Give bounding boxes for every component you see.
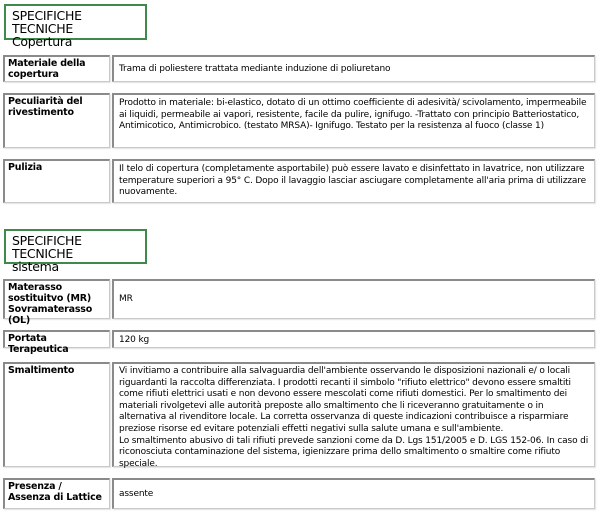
spec-row-materiale [3, 55, 595, 82]
section-title: SPECIFICHE TECNICHE [12, 8, 82, 36]
section-subtitle: Copertura [12, 34, 73, 49]
spec-row-materasso [3, 279, 595, 326]
spec-row-smaltimento [3, 362, 595, 467]
spec-label: Pulizia [3, 159, 110, 203]
spec-value: Trama di poliestere trattata mediante induzione di poliuretano [112, 55, 595, 82]
spec-row-portata [3, 330, 595, 355]
spec-label: Presenza / Assenza di Lattice [3, 478, 110, 509]
spec-row-peculiarita [3, 93, 595, 148]
spec-label: Portata Terapeutica [3, 330, 110, 348]
section-subtitle: sistema [12, 259, 59, 274]
section-heading-sistema [4, 229, 147, 274]
spec-value [112, 362, 595, 467]
section-title: SPECIFICHE TECNICHE [12, 233, 82, 261]
spec-value: assente [112, 478, 595, 509]
spec-value: Prodotto in materiale: bi-elastico, dotato di un ottimo coefficiente di adesività/ scivolamento, impermeabile ai liquidi, permeabile ai vapori, resistente, facile da pulire, ignifugo. -Trattato con principio Batteriostatico, Antimicotico, Antimicrobico. (testato MRSA)- Ignifugo. Testato per la resistenza al fuoco (classe 1) [112, 93, 595, 148]
spec-value: Il telo di copertura (completamente asportabile) può essere lavato e disinfettato in lavatrice, non utilizzare temperature superiori a 95° C. Dopo il lavaggio lasciar asciugare completamente all'aria prima di utilizzare nuovamente. [112, 159, 595, 203]
spec-row-lattice [3, 478, 595, 509]
smaltimento-paragraph-1: Vi invitiamo a contribuire alla salvaguardia dell'ambiente osservando le disposizioni nazionali e/ o locali riguardanti la raccolta differenziata. I prodotti recanti il simbolo "rifiuto elettrico" devono essere smaltiti come rifiuti elettrici usati e non devono essere mescolati come rifiuti domestici. Per lo smaltimento dei materiali rivolgetevi alle autorità preposte allo smaltimento che li riceveranno gratuitamente o in alternativa al rivenditore locale. La corretta osservanza di queste indicazioni contribuisce a risparmiare preziose risorse ed evitare potenziali effetti negativi sulla salute umana e sull'ambiente. [119, 366, 571, 434]
section-heading-copertura [4, 4, 147, 49]
spec-label: Peculiarità del rivestimento [3, 93, 110, 148]
spec-value: 120 kg [112, 330, 595, 348]
spec-row-pulizia [3, 159, 595, 203]
smaltimento-paragraph-2: Lo smaltimento abusivo di tali rifiuti prevede sanzioni come da D. Lgs 151/2005 e D. LGS 152-06. In caso di riconosciuta contaminazione del sistema, igienizzare prima dello smaltimento o smaltire come rifiuto speciale. [119, 435, 589, 469]
spec-label: Smaltimento [3, 362, 110, 467]
spec-value: MR [112, 279, 595, 319]
spec-label: Materiale della copertura [3, 55, 110, 82]
spec-label: Materasso sostituitvo (MR) Sovramaterasso (OL) [3, 279, 110, 319]
